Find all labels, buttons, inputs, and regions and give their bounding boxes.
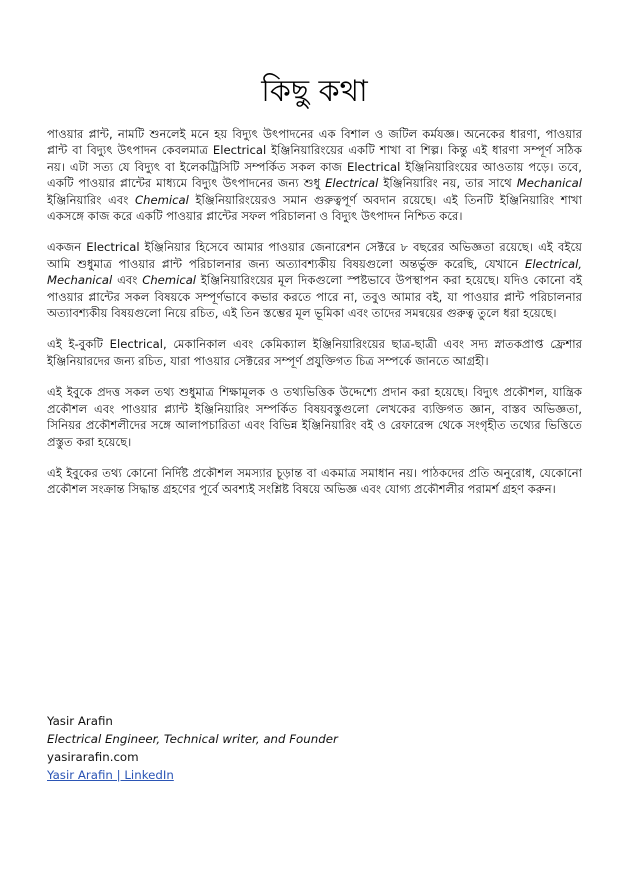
paragraph-2 [47, 239, 582, 321]
paragraph-1-term-electrical: Electrical [325, 176, 379, 191]
linkedin-link[interactable]: Yasir Arafin | LinkedIn [47, 768, 174, 782]
paragraph-1-text-c: ইঞ্জিনিয়ারিং এবং [47, 192, 136, 207]
paragraph-4-text: এই ইবুকে প্রদত্ত সকল তথ্য শুধুমাত্র শিক্ষামূলক ও তথ্যভিত্তিক উদ্দেশ্যে প্রদান করা হয়েছে। বিদ্যুৎ প্রকৌশল, যান্ত্রিক প্রকৌশল এবং পাওয়ার প্ল্যান্ট ইঞ্জিনিয়ারিং সম্পর্কিত বিষয়বস্তুগুলো লেখকের ব্যক্তিগত জ্ঞান, বাস্তব অভিজ্ঞতা, সিনিয়র প্রকৌশলীদের সঙ্গে আলাপচারিতা এবং বিভিন্ন ইঞ্জিনিয়ারিং বই ও রেফারেন্স থেকে সংগৃহীত তথ্যের ভিত্তিতে প্রস্তুত করা হয়েছে। [47, 385, 582, 449]
paragraph-5-text: এই ইবুকের তথ্য কোনো নির্দিষ্ট প্রকৌশল সমস্যার চূড়ান্ত বা একমাত্র সমাধান নয়। পাঠকদের প্রতি অনুরোধ, যেকোনো প্রকৌশল সংক্রান্ত সিদ্ধান্ত গ্রহণের পূর্বে অবশ্যই সংশ্লিষ্ট বিষয়ে অভিজ্ঞ এবং যোগ্য প্রকৌশলীর পরামর্শ গ্রহণ করুন। [47, 465, 582, 497]
paragraph-2-term-chemical: Chemical [142, 273, 197, 288]
paragraph-2-text-a: একজন Electrical ইঞ্জিনিয়ার হিসেবে আমার পাওয়ার জেনারেশন সেক্টরে ৮ বছরের অভিজ্ঞতা রয়েছে। এই বইয়ে আমি শুধুমাত্র পাওয়ার প্লান্ট পরিচালনার জন্য অত্যাবশ্যকীয় বিষয়গুলো অন্তর্ভুক্ত করেছি, যেখানে [47, 240, 582, 271]
paragraph-3 [47, 336, 582, 369]
author-name: Yasir Arafin [47, 714, 113, 728]
paragraph-1-term-mechanical: Mechanical [516, 176, 582, 191]
paragraph-1-term-chemical: Chemical [135, 192, 189, 207]
author-signature [47, 712, 582, 784]
author-website: yasirarafin.com [47, 750, 139, 764]
paragraph-2-term-electrical-mechanical: Electrical, Mechanical [47, 256, 582, 288]
paragraph-1 [47, 126, 582, 224]
paragraph-3-text: এই ই-বুকটি Electrical, মেকানিকাল এবং কেমিক্যাল ইঞ্জিনিয়ারিংয়ের ছাত্র-ছাত্রী এবং সদ্য স্নাতকপ্রাপ্ত ফ্রেশার ইঞ্জিনিয়ারদের জন্য রচিত, যারা পাওয়ার সেক্টরের সম্পূর্ণ প্রযুক্তিগত চিত্র সম্পর্কে জানতে আগ্রহী। [47, 337, 582, 368]
preface-body [47, 126, 582, 513]
paragraph-4 [47, 384, 582, 450]
paragraph-1-text-d: ইঞ্জিনিয়ারিংয়েরও সমান গুরুত্বপূর্ণ অবদান রয়েছে। এই তিনটি ইঞ্জিনিয়ারিং শাখা একসঙ্গে কাজ করে একটি পাওয়ার প্লান্টের সফল পরিচালনা ও বিদ্যুৎ উৎপাদন নিশ্চিত করে। [47, 192, 582, 224]
page-title: কিছু কথা [261, 74, 368, 109]
paragraph-5 [47, 465, 582, 498]
paragraph-1-text-a: পাওয়ার প্লান্ট, নামটি শুনলেই মনে হয় বিদ্যুৎ উৎপাদনের এক বিশাল ও জটিল কর্মযজ্ঞ। অনেকের ধারণা, পাওয়ার প্লান্ট বা বিদ্যুৎ উৎপাদন কেবলমাত্র Electrical ইঞ্জিনিয়ারিংয়ের একটি শাখা বা শিল্প। কিন্তু এই ধারণা সম্পূর্ণ সঠিক নয়। এটা সত্য যে বিদ্যুৎ বা ইলেকট্রিসিটি সম্পর্কিত সকল কাজ Electrical ইঞ্জিনিয়ারিংয়ের আওতায় পড়ে। তবে, একটি পাওয়ার প্লান্টের মাধ্যমে বিদ্যুৎ উৎপাদনের জন্য শুধু [47, 127, 582, 191]
paragraph-1-text-b: ইঞ্জিনিয়ারিং নয়, তার সাথে [378, 176, 517, 191]
paragraph-2-text-c: ইঞ্জিনিয়ারিংয়ের মূল দিকগুলো স্পষ্টভাবে উপস্থাপন করা হয়েছে। যদিও কোনো বই পাওয়ার প্লান্টের সকল বিষয়কে সম্পূর্ণভাবে কভার করতে পারে না, তবুও আমার বই, যা পাওয়ার প্লান্ট পরিচালনার অত্যাবশ্যকীয় বিষয়গুলো নিয়ে রচিত, এই তিন স্তম্ভের মূল ভূমিকা এবং তাদের সমন্বয়ের গুরুত্ব তুলে ধরা হয়েছে। [47, 273, 583, 321]
author-role: Electrical Engineer, Technical writer, and Founder [47, 732, 338, 746]
paragraph-2-text-b: এবং [112, 273, 143, 288]
